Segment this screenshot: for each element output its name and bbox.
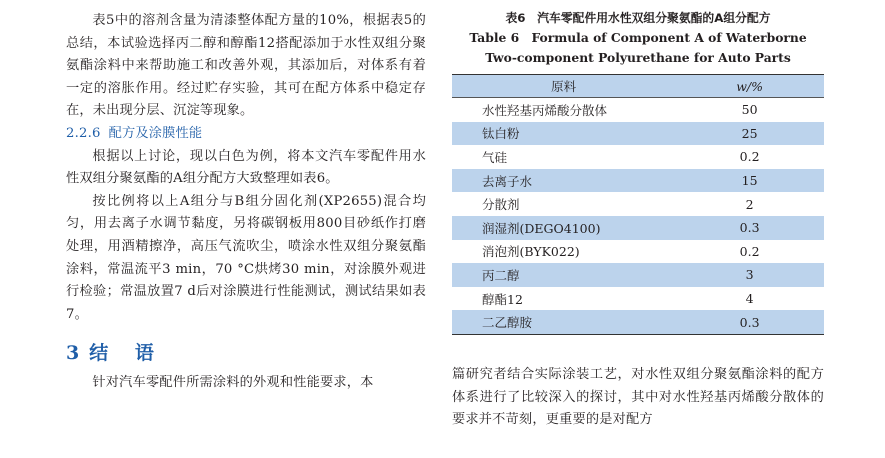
left-column (66, 10, 426, 395)
table-row (452, 263, 824, 287)
cell-material: 钛白粉 (452, 122, 675, 146)
cell-mass-fraction: 25 (675, 122, 824, 146)
table-row (452, 122, 824, 146)
cell-material: 水性羟基丙烯酸分散体 (452, 98, 675, 122)
header-material: 原料 (452, 75, 675, 98)
table-row (452, 216, 824, 240)
cell-mass-fraction: 50 (675, 98, 824, 122)
cell-mass-fraction: 0.2 (675, 145, 824, 169)
cell-mass-fraction: 4 (675, 287, 824, 311)
cell-material: 分散剂 (452, 192, 675, 216)
table-row (452, 287, 824, 311)
cell-mass-fraction: 3 (675, 263, 824, 287)
cell-mass-fraction: 0.3 (675, 216, 824, 240)
subsection-number: 2.2.6 (66, 125, 101, 141)
table-row (452, 240, 824, 264)
section-number: 3 (66, 342, 80, 365)
subsection-title: 配方及涂膜性能 (108, 125, 203, 141)
cell-mass-fraction: 15 (675, 169, 824, 193)
table-row (452, 310, 824, 334)
right-column-text (452, 364, 824, 432)
cell-material: 润湿剂(DEGO4100) (452, 216, 675, 240)
table-caption-en-line2: Two-component Polyurethane for Auto Parts (485, 50, 791, 65)
formula-table (452, 74, 824, 335)
cell-mass-fraction: 2 (675, 192, 824, 216)
section-heading (66, 340, 426, 366)
paragraph-procedure: 按比例将以上A组分与B组分固化剂(XP2655)混合均匀，用去离子水调节黏度，另将碳钢板用800目砂纸作打磨处理，用酒精擦净，高压气流吹尘，喷涂水性双组分聚氨酯涂料，常温流平3 min，70 °C烘烤30 min，对涂膜外观进行检验；常温放置7 d后对涂膜进行性能测试，测试结果如表7。 (66, 193, 426, 322)
table-caption-cn: 表6 汽车零配件用水性双组分聚氨酯的A组分配方 (505, 11, 771, 25)
cell-material: 二乙醇胺 (452, 310, 675, 334)
table-body (452, 98, 824, 335)
cell-material: 去离子水 (452, 169, 675, 193)
table-header-row (452, 75, 824, 98)
cell-mass-fraction: 0.3 (675, 310, 824, 334)
cell-material: 气硅 (452, 145, 675, 169)
table-block (452, 8, 824, 335)
table-row (452, 145, 824, 169)
paragraph-solvent-content: 表5中的溶剂含量为清漆整体配方量的10%，根据表5的总结，本试验选择丙二醇和醇酯12搭配添加于水性双组分聚氨酯涂料中来帮助施工和改善外观，其添加后，对体系有着一定的溶胀作用。经过贮存实验，其可在配方体系中稳定存在，未出现分层、沉淀等现象。 (66, 13, 426, 119)
cell-material: 丙二醇 (452, 263, 675, 287)
header-mass-fraction: w/% (675, 75, 824, 98)
paragraph-formula-intro: 根据以上讨论，现以白色为例，将本文汽车零配件用水性双组分聚氨酯的A组分配方大致整理如表6。 (66, 148, 426, 187)
cell-material: 消泡剂(BYK022) (452, 240, 675, 264)
paragraph-conclusion-continued: 篇研究者结合实际涂装工艺，对水性双组分聚氨酯涂料的配方体系进行了比较深入的探讨，其中对水性羟基丙烯酸分散体的要求并不苛刻，更重要的是对配方 (452, 367, 824, 428)
table-caption-en-line1: Table 6 Formula of Component A of Waterborne (469, 30, 807, 45)
table-row (452, 192, 824, 216)
cell-mass-fraction: 0.2 (675, 240, 824, 264)
table-row (452, 169, 824, 193)
paragraph-conclusion-start: 针对汽车零配件所需涂料的外观和性能要求，本 (92, 375, 374, 391)
section-title: 结 语 (89, 342, 164, 365)
subsection-heading (66, 123, 426, 146)
cell-material: 醇酯12 (452, 287, 675, 311)
table-row (452, 98, 824, 122)
